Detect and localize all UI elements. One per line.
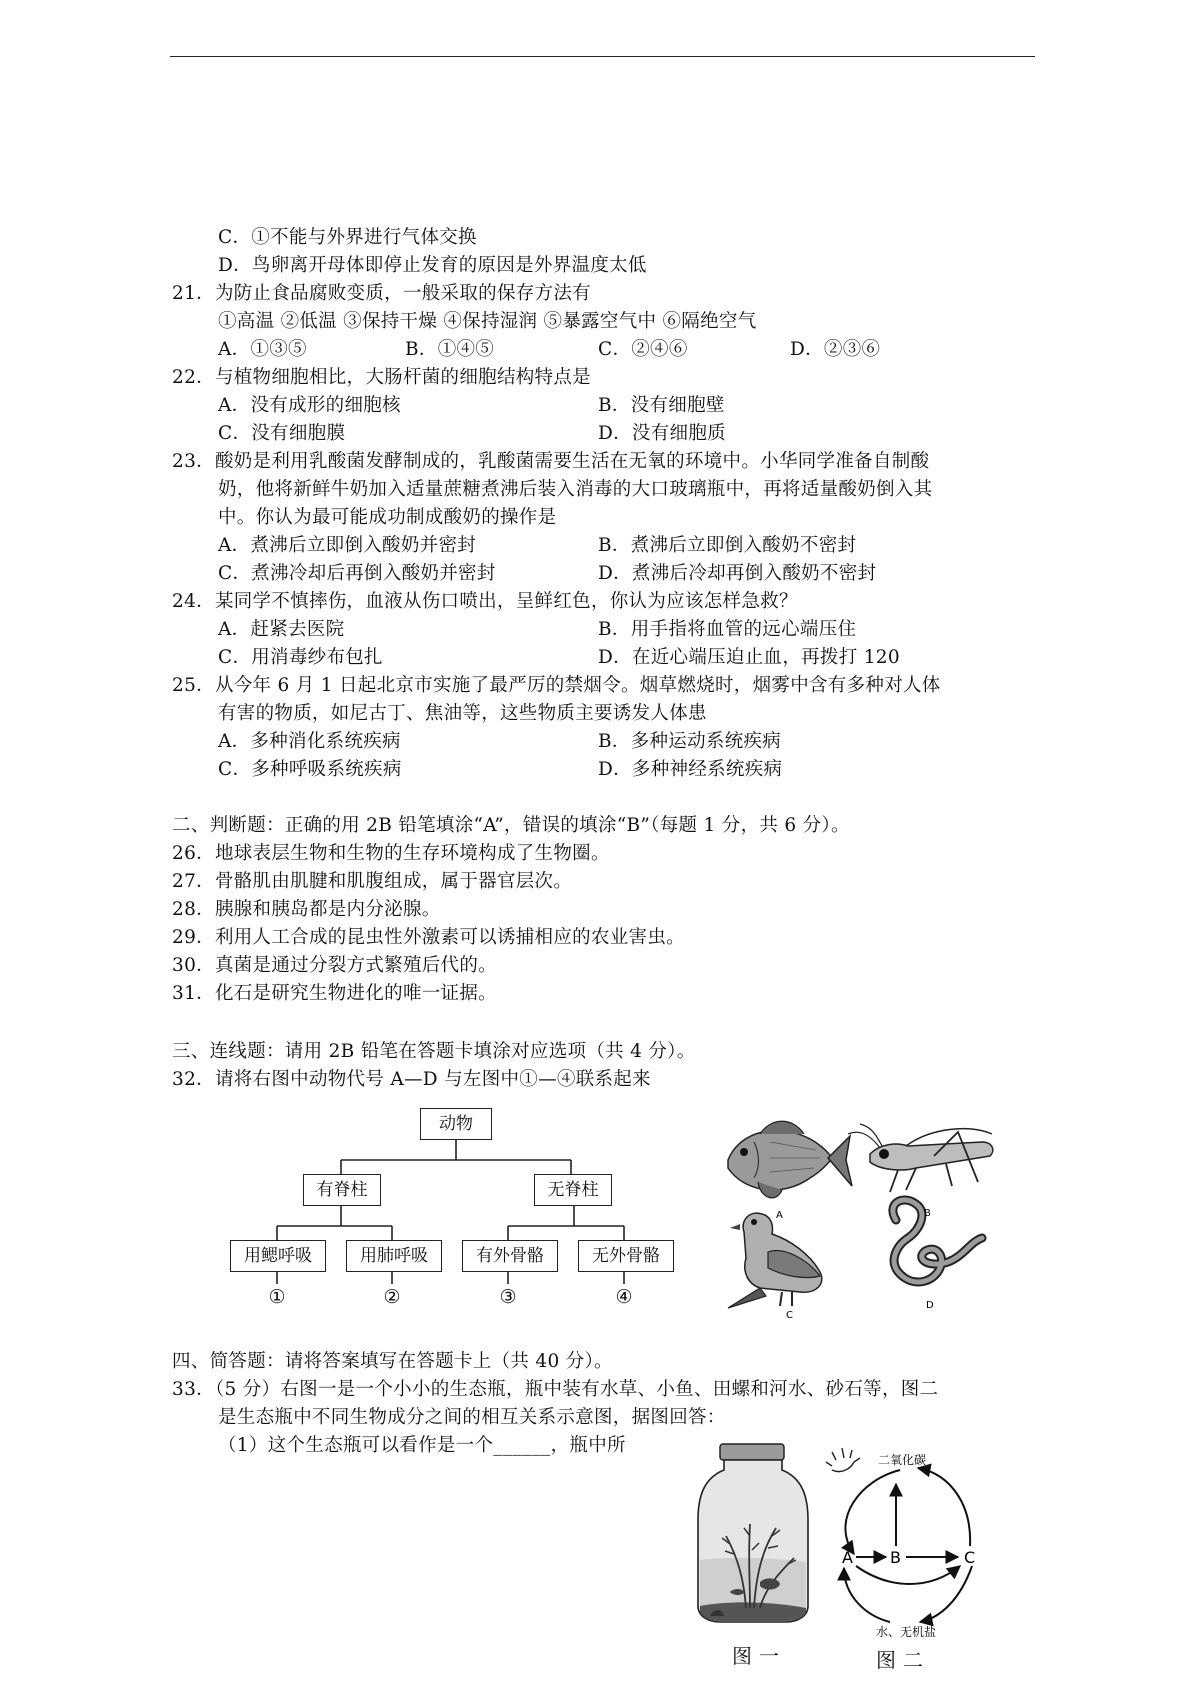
cycle-label-b: B — [890, 1548, 901, 1567]
q23-line1: 23．酸奶是利用乳酸菌发酵制成的，乳酸菌需要生活在无氧的环境中。小华同学准备自制酸 — [172, 451, 930, 472]
q23-line3: 中。你认为最可能成功制成酸奶的操作是 — [218, 507, 557, 528]
fish-illustration — [728, 1121, 852, 1198]
cycle-label-minerals: 水、无机盐 — [875, 1625, 937, 1639]
tree-leaf-exoskeleton-box: 有外骨骼 — [462, 1240, 558, 1272]
q33-answer-blank: ______ — [493, 1435, 551, 1456]
q23-option-b: B．煮沸后立即倒入酸奶不密封 — [598, 535, 857, 556]
q21-option-c: C．②④⑥ — [598, 339, 688, 360]
q33-line1: 33．（5 分）右图一是一个小小的生态瓶，瓶中装有水草、小鱼、田螺和河水、砂石等，图二 — [172, 1379, 939, 1400]
arrow-c-to-co2 — [918, 1468, 970, 1546]
judge-item: 26．地球表层生物和生物的生存环境构成了生物圈。 — [172, 843, 610, 864]
tree-marker-3: ③ — [499, 1286, 517, 1308]
q25-line2: 有害的物质，如尼古丁、焦油等，这些物质主要诱发人体患 — [218, 703, 707, 724]
q23-line2: 奶，他将新鲜牛奶加入适量蔗糖煮沸后装入消毒的大口玻璃瓶中，再将适量酸奶倒入其 — [218, 479, 933, 500]
figure2-caption: 图 二 — [876, 1648, 924, 1672]
q25-option-d: D．多种神经系统疾病 — [598, 759, 783, 780]
judge-item: 30．真菌是通过分裂方式繁殖后代的。 — [172, 955, 497, 976]
q33-line2: 是生态瓶中不同生物成分之间的相互关系示意图，据图回答： — [218, 1407, 726, 1428]
section2-heading: 二、判断题：正确的用 2B 铅笔填涂“A”，错误的填涂“B”（每题 1 分，共 6 分）。 — [172, 815, 850, 836]
arrow-a-to-c — [856, 1566, 960, 1584]
tree-vertebrate-box: 有脊柱 — [303, 1174, 381, 1206]
q23-option-d: D．煮沸后冷却再倒入酸奶不密封 — [598, 563, 877, 584]
q24-option-d: D．在近心端压迫止血，再拨打 120 — [598, 647, 900, 668]
q22-stem: 22．与植物细胞相比，大肠杆菌的细胞结构特点是 — [172, 367, 591, 388]
cycle-label-a: A — [842, 1548, 853, 1567]
tree-leaf-gills-box: 用鳃呼吸 — [230, 1240, 326, 1272]
judge-item: 27．骨骼肌由肌腱和肌腹组成，属于器官层次。 — [172, 871, 573, 892]
eco-bottle-figure — [690, 1440, 820, 1630]
judge-item: 29．利用人工合成的昆虫性外激素可以诱捕相应的农业害虫。 — [172, 927, 685, 948]
q25-option-b: B．多种运动系统疾病 — [598, 731, 782, 752]
q25-option-c: C．多种呼吸系统疾病 — [218, 759, 402, 780]
q24-stem: 24．某同学不慎摔伤，血液从伤口喷出，呈鲜红色，你认为应该怎样急救？ — [172, 591, 798, 612]
q25-line1: 25．从今年 6 月 1 日起北京市实施了最严厉的禁烟令。烟草燃烧时，烟雾中含有多种对人体 — [172, 675, 941, 696]
q22-option-c: C．没有细胞膜 — [218, 423, 346, 444]
sun-icon — [826, 1448, 860, 1472]
q33-sub1 — [218, 1434, 626, 1458]
q33-sub1-text-a: （1）这个生态瓶可以看作是一个 — [218, 1435, 494, 1456]
q22-option-b: B．没有细胞壁 — [598, 395, 725, 416]
q21-option-a: A．①③⑤ — [218, 339, 307, 360]
judge-item: 28．胰腺和胰岛都是内分泌腺。 — [172, 899, 441, 920]
cycle-label-co2: 二氧化碳 — [877, 1453, 927, 1467]
pigeon-illustration — [728, 1213, 822, 1308]
tree-marker-2: ② — [383, 1286, 401, 1308]
section4-heading: 四、简答题：请将答案填写在答题卡上（共 40 分）。 — [172, 1351, 613, 1372]
q23-option-a: A．煮沸后立即倒入酸奶并密封 — [218, 535, 477, 556]
tree-marker-1: ① — [268, 1286, 286, 1308]
q21-items: ①高温 ②低温 ③保持干燥 ④保持湿润 ⑤暴露空气中 ⑥隔绝空气 — [218, 311, 757, 332]
q20-option-d: D．鸟卵离开母体即停止发育的原因是外界温度太低 — [218, 255, 647, 276]
animal-illustrations — [720, 1112, 1010, 1332]
animal-label-c: C — [786, 1310, 793, 1321]
q24-option-b: B．用手指将血管的远心端压住 — [598, 619, 857, 640]
q24-option-c: C．用消毒纱布包扎 — [218, 647, 383, 668]
cycle-diagram — [820, 1440, 1045, 1640]
section3-heading: 三、连线题：请用 2B 铅笔在答题卡填涂对应选项（共 4 分）。 — [172, 1041, 696, 1062]
tree-invertebrate-box: 无脊柱 — [534, 1174, 612, 1206]
q32-stem: 32．请将右图中动物代号 A—D 与左图中①—④联系起来 — [172, 1069, 651, 1090]
tree-marker-4: ④ — [615, 1286, 633, 1308]
q23-option-c: C．煮沸冷却后再倒入酸奶并密封 — [218, 563, 496, 584]
animal-label-b: B — [924, 1208, 931, 1219]
q21-option-d: D．②③⑥ — [790, 339, 881, 360]
arrow-co2-to-a — [845, 1470, 900, 1554]
q22-option-a: A．没有成形的细胞核 — [218, 395, 401, 416]
judge-item: 31．化石是研究生物进化的唯一证据。 — [172, 983, 497, 1004]
q25-option-a: A．多种消化系统疾病 — [218, 731, 401, 752]
worm-illustration — [893, 1200, 982, 1282]
cycle-label-c: C — [964, 1548, 976, 1567]
figure1-caption: 图 一 — [732, 1644, 780, 1668]
tree-leaf-lungs-box: 用肺呼吸 — [346, 1240, 442, 1272]
q20-option-c: C．①不能与外界进行气体交换 — [218, 227, 477, 248]
q21-option-b: B．①④⑤ — [405, 339, 495, 360]
grasshopper-illustration — [848, 1124, 993, 1192]
q22-option-d: D．没有细胞质 — [598, 423, 726, 444]
tree-leaf-no-exoskeleton-box: 无外骨骼 — [578, 1240, 674, 1272]
tree-root-box: 动物 — [420, 1108, 492, 1140]
animal-label-a: A — [776, 1210, 783, 1221]
arrow-minerals-to-a — [844, 1568, 890, 1622]
animal-label-d: D — [926, 1300, 934, 1311]
q21-stem: 21．为防止食品腐败变质，一般采取的保存方法有 — [172, 283, 591, 304]
q24-option-a: A．赶紧去医院 — [218, 619, 345, 640]
q33-sub1-text-b: ，瓶中所 — [550, 1435, 626, 1456]
